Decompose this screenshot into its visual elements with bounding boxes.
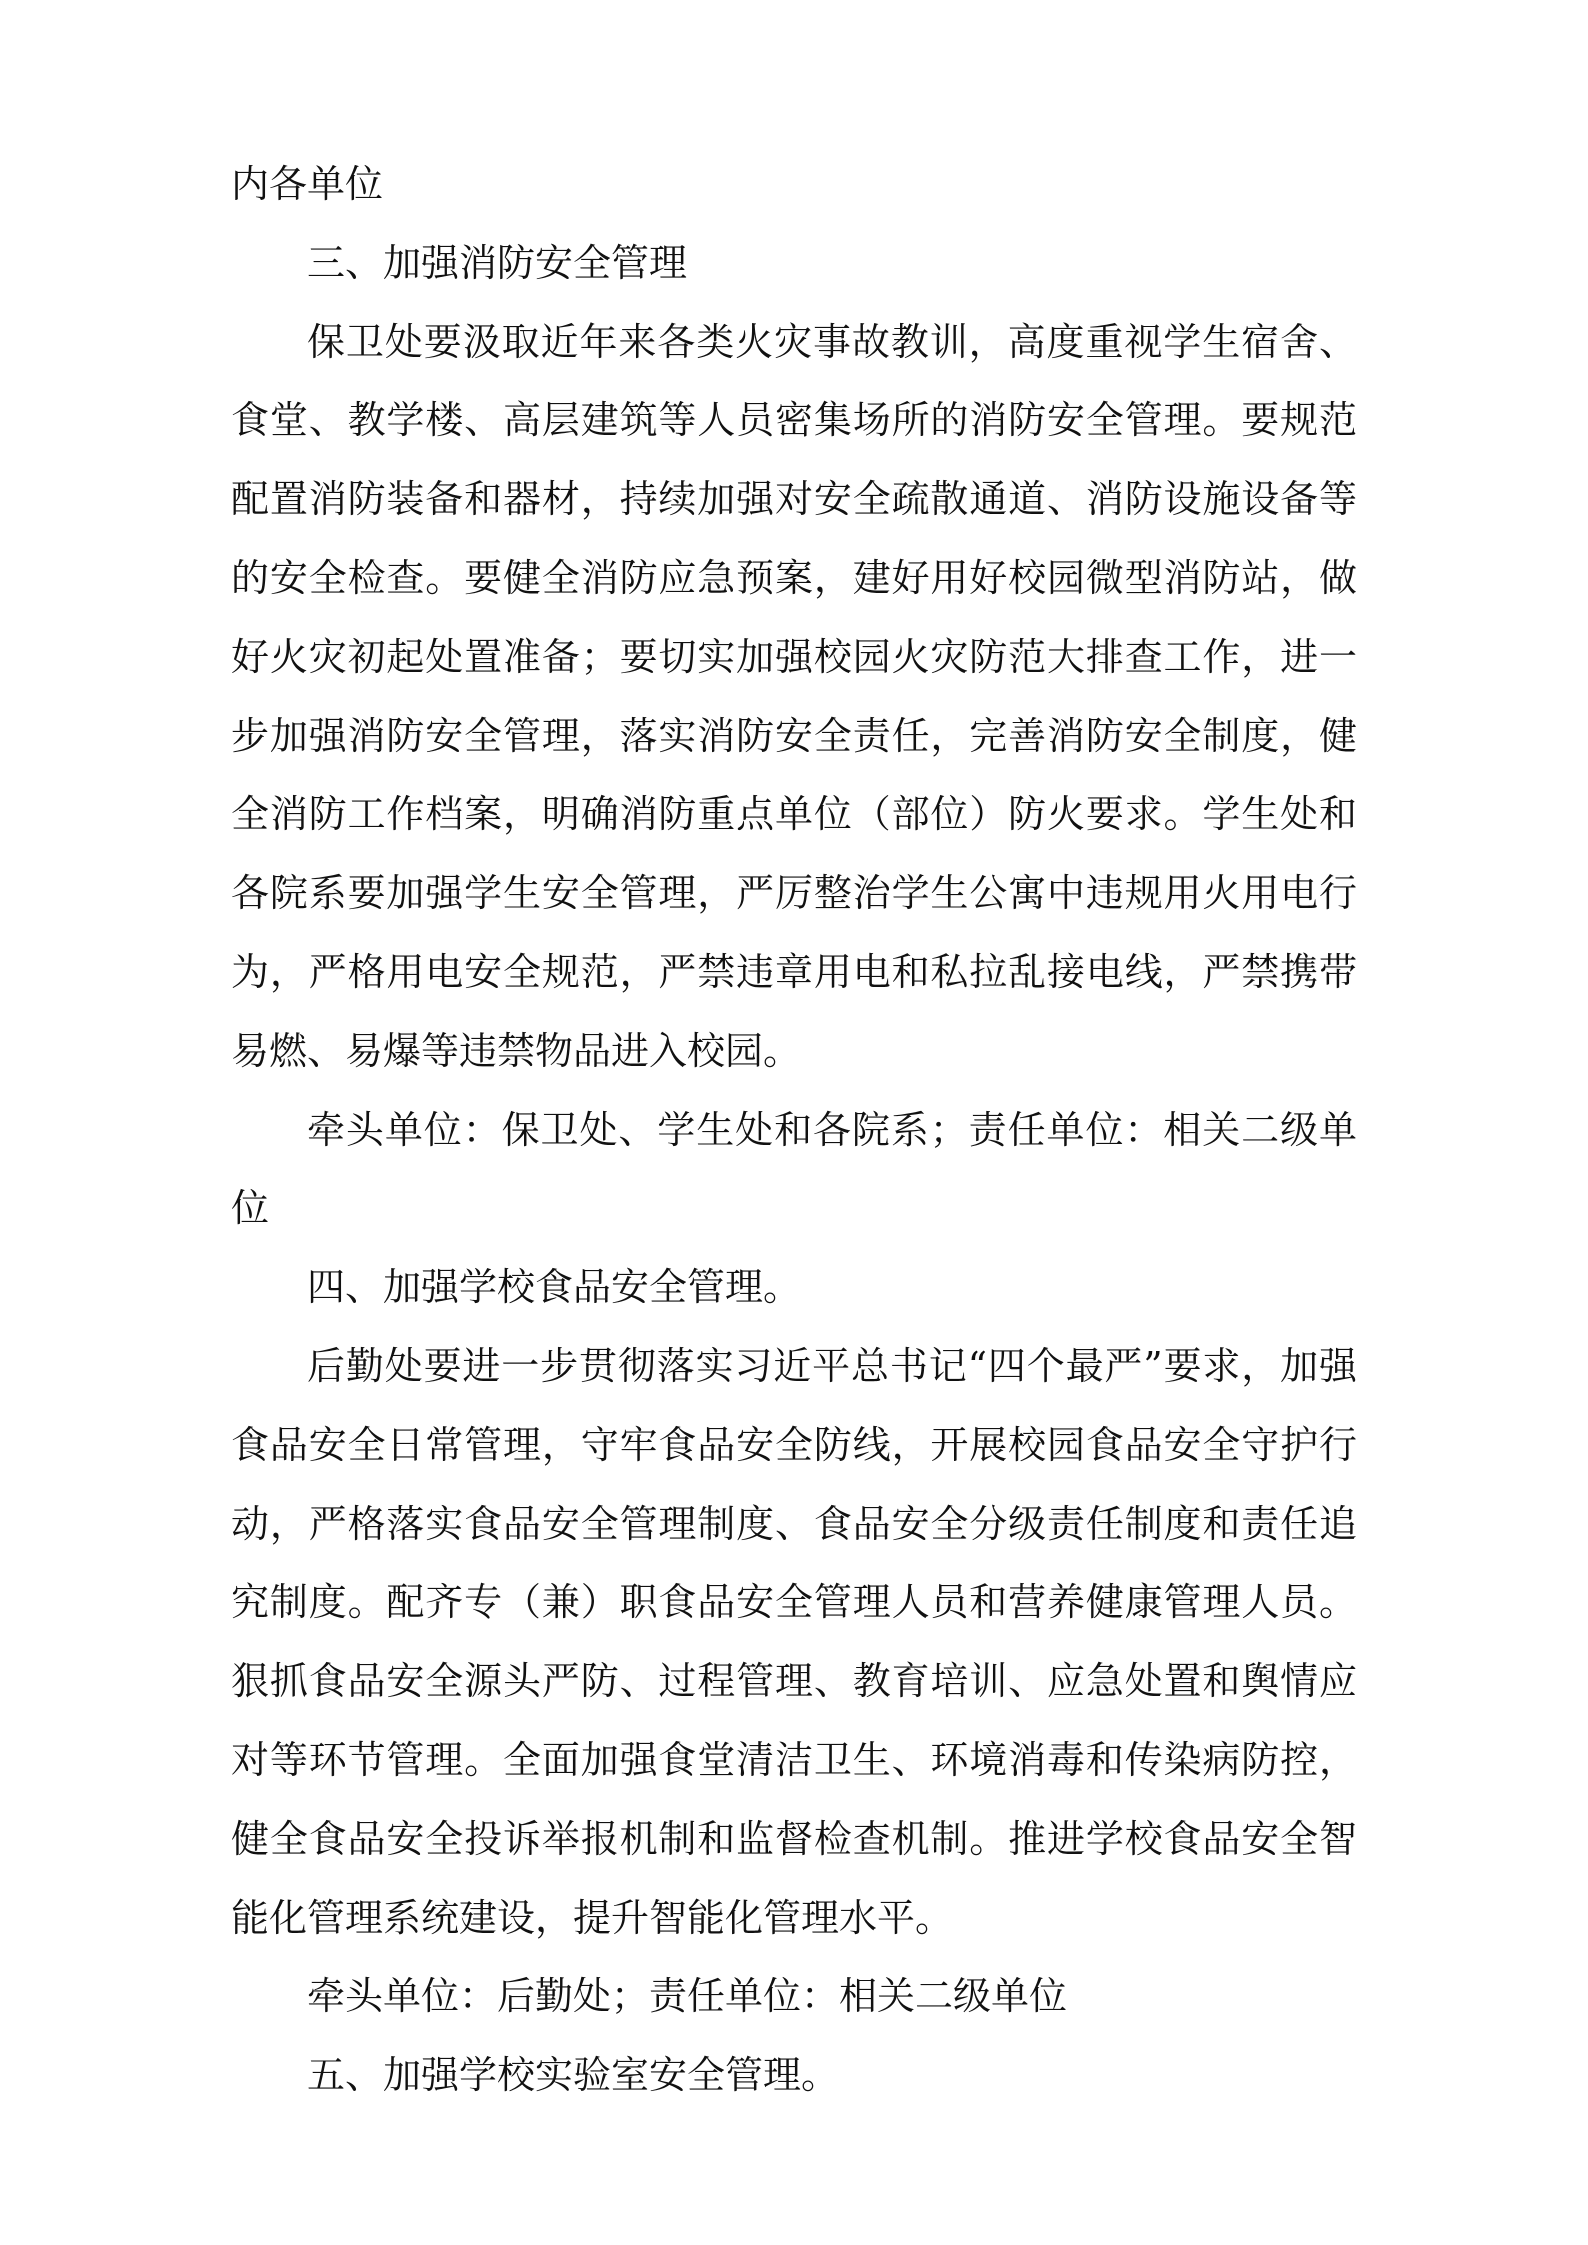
section-heading-lab-safety: 五、加强学校实验室安全管理。 [307, 2053, 840, 2098]
section-heading-fire-safety: 三、加强消防安全管理 [307, 240, 688, 285]
body-paragraph-fire-safety: 保卫处要汲取近年来各类火灾事故教训，高度重视学生宿舍、食堂、教学楼、高层建筑等人员密集场所的消防安全管理。要规范配置消防装备和器材，持续加强对安全疏散通道、消防设施设备等的安全检查。要健全消防应急预案，建好用好校园微型消防站，做好火灾初起处置准备；要切实加强校园火灾防范大排查工作，进一步加强消防安全管理，落实消防安全责任，完善消防安全制度，健全消防工作档案，明确消防重点单位（部位）防火要求。学生处和各院系要加强学生安全管理，严厉整治学生公寓中违规用火用电行为，严格用电安全规范，严禁违章用电和私拉乱接电线，严禁携带易燃、易爆等违禁物品进入校园。 [231, 319, 1357, 1073]
document-body [231, 145, 1357, 2115]
section-heading-food-safety: 四、加强学校食品安全管理。 [307, 1265, 802, 1310]
continuation-text: 内各单位 [231, 162, 384, 206]
body-paragraph-food-safety: 后勤处要进一步贯彻落实习近平总书记“四个最严”要求，加强食品安全日常管理，守牢食品安全防线，开展校园食品安全守护行动，严格落实食品安全管理制度、食品安全分级责任制度和责任追究制度。配齐专（兼）职食品安全管理人员和营养健康管理人员。狠抓食品安全源头严防、过程管理、教育培训、应急处置和舆情应对等环节管理。全面加强食堂清洁卫生、环境消毒和传染病防控，健全食品安全投诉举报机制和监督检查机制。推进学校食品安全智能化管理系统建设，提升智能化管理水平。 [231, 1343, 1357, 1940]
responsibility-line-food-safety: 牵头单位：后勤处；责任单位：相关二级单位 [307, 1974, 1068, 2019]
responsibility-line-fire-safety: 牵头单位：保卫处、学生处和各院系；责任单位：相关二级单位 [231, 1107, 1357, 1231]
